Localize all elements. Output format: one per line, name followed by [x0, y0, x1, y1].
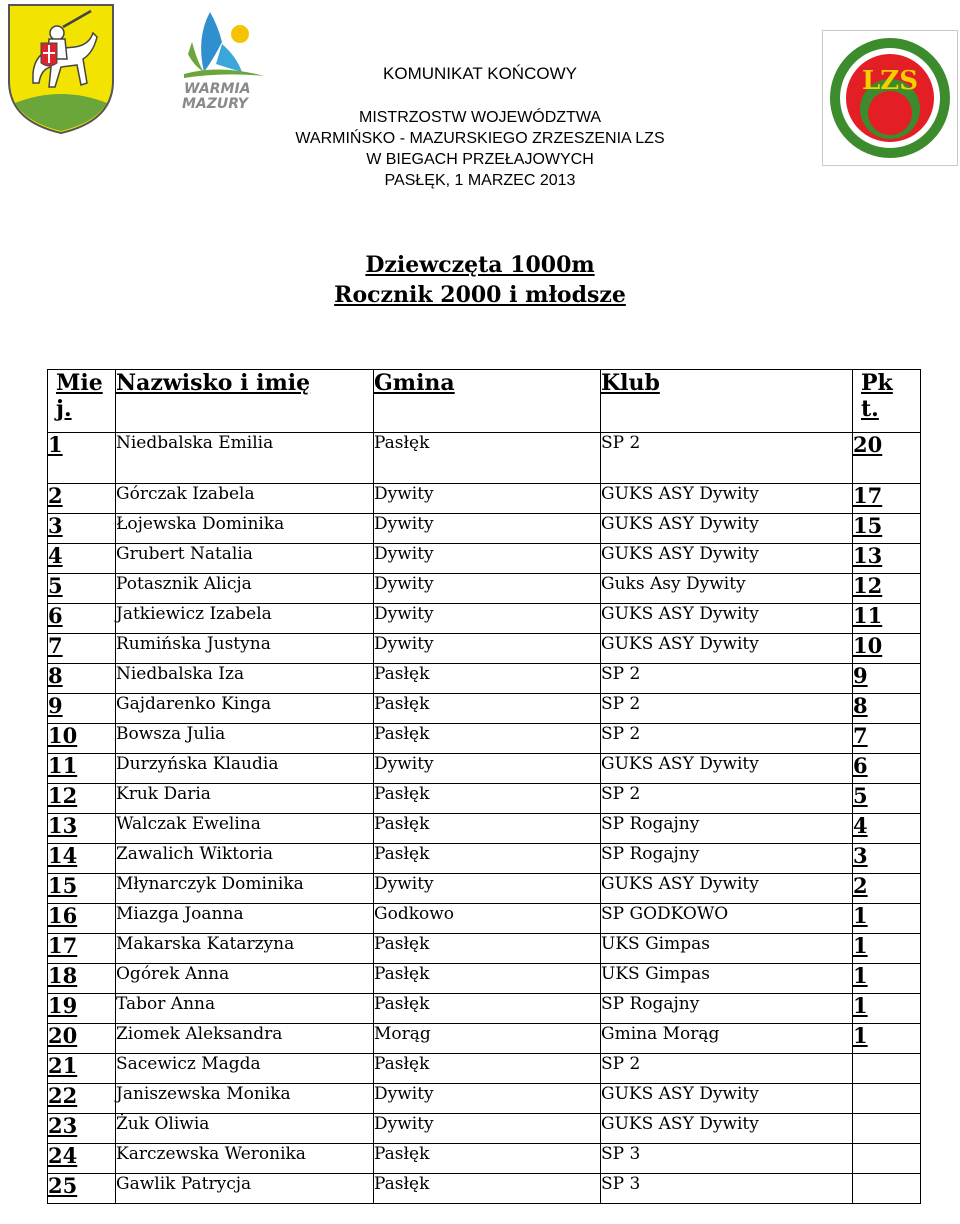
klub-cell: SP Rogajny [601, 994, 853, 1024]
name-cell: Potasznik Alicja [116, 574, 374, 604]
klub-cell: SP 2 [601, 433, 853, 484]
points-cell: 1 [853, 934, 921, 964]
klub-cell: SP Rogajny [601, 844, 853, 874]
klub-cell: GUKS ASY Dywity [601, 754, 853, 784]
gmina-cell: Pasłęk [374, 844, 601, 874]
header-line-3: W BIEGACH PRZEŁAJOWYCH [366, 151, 594, 168]
klub-cell: Gmina Morąg [601, 1024, 853, 1054]
header-name: Nazwisko i imię [116, 370, 374, 433]
points-cell: 17 [853, 484, 921, 514]
table-row [48, 994, 921, 1024]
gmina-cell: Dywity [374, 574, 601, 604]
place-cell: 12 [48, 784, 116, 814]
klub-cell: SP 2 [601, 784, 853, 814]
name-cell: Sacewicz Magda [116, 1054, 374, 1084]
place-cell: 23 [48, 1114, 116, 1144]
table-row [48, 1114, 921, 1144]
klub-cell: GUKS ASY Dywity [601, 604, 853, 634]
name-cell: Gawlik Patrycja [116, 1174, 374, 1204]
gmina-cell: Godkowo [374, 904, 601, 934]
warmia-mazury-logo [170, 8, 280, 112]
points-cell: 4 [853, 814, 921, 844]
table-row [48, 1054, 921, 1084]
table-row [48, 604, 921, 634]
gmina-cell: Pasłęk [374, 694, 601, 724]
points-cell: 1 [853, 964, 921, 994]
points-cell: 1 [853, 1024, 921, 1054]
lzs-logo [822, 30, 958, 166]
name-cell: Grubert Natalia [116, 544, 374, 574]
name-cell: Niedbalska Emilia [116, 433, 374, 484]
points-cell: 1 [853, 904, 921, 934]
results-table [47, 369, 921, 1204]
klub-cell: SP Rogajny [601, 814, 853, 844]
gmina-cell: Dywity [374, 634, 601, 664]
coat-of-arms-logo [5, 3, 117, 135]
table-row [48, 1024, 921, 1054]
klub-cell: GUKS ASY Dywity [601, 544, 853, 574]
header-line-2: WARMIŃSKO - MAZURSKIEGO ZRZESZENIA LZS [295, 130, 665, 147]
name-cell: Miazga Joanna [116, 904, 374, 934]
table-row [48, 724, 921, 754]
place-cell: 7 [48, 634, 116, 664]
gmina-cell: Pasłęk [374, 664, 601, 694]
report-header [290, 58, 670, 191]
points-cell: 12 [853, 574, 921, 604]
klub-cell: GUKS ASY Dywity [601, 1114, 853, 1144]
points-cell: 20 [853, 433, 921, 484]
klub-cell: GUKS ASY Dywity [601, 484, 853, 514]
header-line-1: MISTRZOSTW WOJEWÓDZTWA [358, 109, 602, 126]
gmina-cell: Morąg [374, 1024, 601, 1054]
place-cell: 17 [48, 934, 116, 964]
klub-cell: UKS Gimpas [601, 964, 853, 994]
name-cell: Gajdarenko Kinga [116, 694, 374, 724]
table-row [48, 1174, 921, 1204]
gmina-cell: Pasłęk [374, 934, 601, 964]
table-header-row [48, 370, 921, 433]
table-row [48, 754, 921, 784]
gmina-cell: Dywity [374, 544, 601, 574]
gmina-cell: Dywity [374, 484, 601, 514]
points-cell: 13 [853, 544, 921, 574]
klub-cell: SP 3 [601, 1144, 853, 1174]
place-cell: 2 [48, 484, 116, 514]
gmina-cell: Dywity [374, 514, 601, 544]
table-row [48, 904, 921, 934]
gmina-cell: Dywity [374, 1084, 601, 1114]
points-cell: 7 [853, 724, 921, 754]
place-cell: 21 [48, 1054, 116, 1084]
gmina-cell: Pasłęk [374, 1174, 601, 1204]
table-row [48, 1144, 921, 1174]
table-row [48, 514, 921, 544]
points-cell: 3 [853, 844, 921, 874]
lzs-text: LZS [861, 66, 919, 96]
gmina-cell: Pasłęk [374, 994, 601, 1024]
header-klub: Klub [601, 370, 853, 433]
place-cell: 3 [48, 514, 116, 544]
place-cell: 25 [48, 1174, 116, 1204]
name-cell: Durzyńska Klaudia [116, 754, 374, 784]
points-cell [853, 1114, 921, 1144]
gmina-cell: Pasłęk [374, 433, 601, 484]
place-cell: 1 [48, 433, 116, 484]
place-cell: 10 [48, 724, 116, 754]
name-cell: Kruk Daria [116, 784, 374, 814]
header-gmina: Gmina [374, 370, 601, 433]
warmia-text: WARMIA [184, 81, 251, 97]
table-row [48, 484, 921, 514]
name-cell: Tabor Anna [116, 994, 374, 1024]
gmina-cell: Pasłęk [374, 814, 601, 844]
klub-cell: SP 2 [601, 664, 853, 694]
gmina-cell: Dywity [374, 754, 601, 784]
klub-cell: GUKS ASY Dywity [601, 874, 853, 904]
name-cell: Górczak Izabela [116, 484, 374, 514]
name-cell: Niedbalska Iza [116, 664, 374, 694]
gmina-cell: Pasłęk [374, 784, 601, 814]
table-row [48, 934, 921, 964]
report-title: KOMUNIKAT KOŃCOWY [383, 64, 577, 83]
table-row [48, 844, 921, 874]
points-cell [853, 1144, 921, 1174]
table-row [48, 694, 921, 724]
header-line-4: PASŁĘK, 1 MARZEC 2013 [384, 172, 576, 189]
points-cell: 8 [853, 694, 921, 724]
place-cell: 4 [48, 544, 116, 574]
place-cell: 9 [48, 694, 116, 724]
points-cell [853, 1054, 921, 1084]
table-row [48, 544, 921, 574]
place-cell: 24 [48, 1144, 116, 1174]
results-body [48, 433, 921, 1204]
gmina-cell: Dywity [374, 604, 601, 634]
header-place: Mie j. [48, 370, 116, 433]
points-cell: 11 [853, 604, 921, 634]
points-cell [853, 1174, 921, 1204]
klub-cell: UKS Gimpas [601, 934, 853, 964]
place-cell: 20 [48, 1024, 116, 1054]
points-cell: 1 [853, 994, 921, 1024]
event-age-group: Rocznik 2000 i młodsze [334, 282, 626, 308]
gmina-cell: Pasłęk [374, 1054, 601, 1084]
table-row [48, 433, 921, 484]
place-cell: 19 [48, 994, 116, 1024]
place-cell: 18 [48, 964, 116, 994]
name-cell: Janiszewska Monika [116, 1084, 374, 1114]
name-cell: Bowsza Julia [116, 724, 374, 754]
header-points: Pk t. [853, 370, 921, 433]
place-cell: 13 [48, 814, 116, 844]
points-cell: 10 [853, 634, 921, 664]
table-row [48, 964, 921, 994]
table-row [48, 874, 921, 904]
name-cell: Karczewska Weronika [116, 1144, 374, 1174]
points-cell: 9 [853, 664, 921, 694]
name-cell: Łojewska Dominika [116, 514, 374, 544]
points-cell: 5 [853, 784, 921, 814]
points-cell: 2 [853, 874, 921, 904]
place-cell: 8 [48, 664, 116, 694]
place-cell: 22 [48, 1084, 116, 1114]
klub-cell: GUKS ASY Dywity [601, 634, 853, 664]
name-cell: Żuk Oliwia [116, 1114, 374, 1144]
name-cell: Jatkiewicz Izabela [116, 604, 374, 634]
table-row [48, 814, 921, 844]
place-cell: 11 [48, 754, 116, 784]
table-row [48, 1084, 921, 1114]
place-cell: 15 [48, 874, 116, 904]
gmina-cell: Dywity [374, 1114, 601, 1144]
table-row [48, 784, 921, 814]
gmina-cell: Pasłęk [374, 964, 601, 994]
name-cell: Walczak Ewelina [116, 814, 374, 844]
name-cell: Makarska Katarzyna [116, 934, 374, 964]
gmina-cell: Pasłęk [374, 724, 601, 754]
name-cell: Zawalich Wiktoria [116, 844, 374, 874]
klub-cell: SP 3 [601, 1174, 853, 1204]
place-cell: 16 [48, 904, 116, 934]
klub-cell: GUKS ASY Dywity [601, 514, 853, 544]
place-cell: 14 [48, 844, 116, 874]
place-cell: 5 [48, 574, 116, 604]
name-cell: Młynarczyk Dominika [116, 874, 374, 904]
points-cell: 6 [853, 754, 921, 784]
points-cell: 15 [853, 514, 921, 544]
gmina-cell: Dywity [374, 874, 601, 904]
event-category: Dziewczęta 1000m [365, 252, 595, 278]
name-cell: Ziomek Aleksandra [116, 1024, 374, 1054]
points-cell [853, 1084, 921, 1114]
table-row [48, 664, 921, 694]
klub-cell: SP 2 [601, 724, 853, 754]
mazury-text: MAZURY [182, 96, 248, 112]
name-cell: Rumińska Justyna [116, 634, 374, 664]
klub-cell: SP 2 [601, 694, 853, 724]
place-cell: 6 [48, 604, 116, 634]
klub-cell: SP GODKOWO [601, 904, 853, 934]
name-cell: Ogórek Anna [116, 964, 374, 994]
klub-cell: SP 2 [601, 1054, 853, 1084]
klub-cell: Guks Asy Dywity [601, 574, 853, 604]
klub-cell: GUKS ASY Dywity [601, 1084, 853, 1114]
gmina-cell: Pasłęk [374, 1144, 601, 1174]
table-row [48, 574, 921, 604]
table-row [48, 634, 921, 664]
